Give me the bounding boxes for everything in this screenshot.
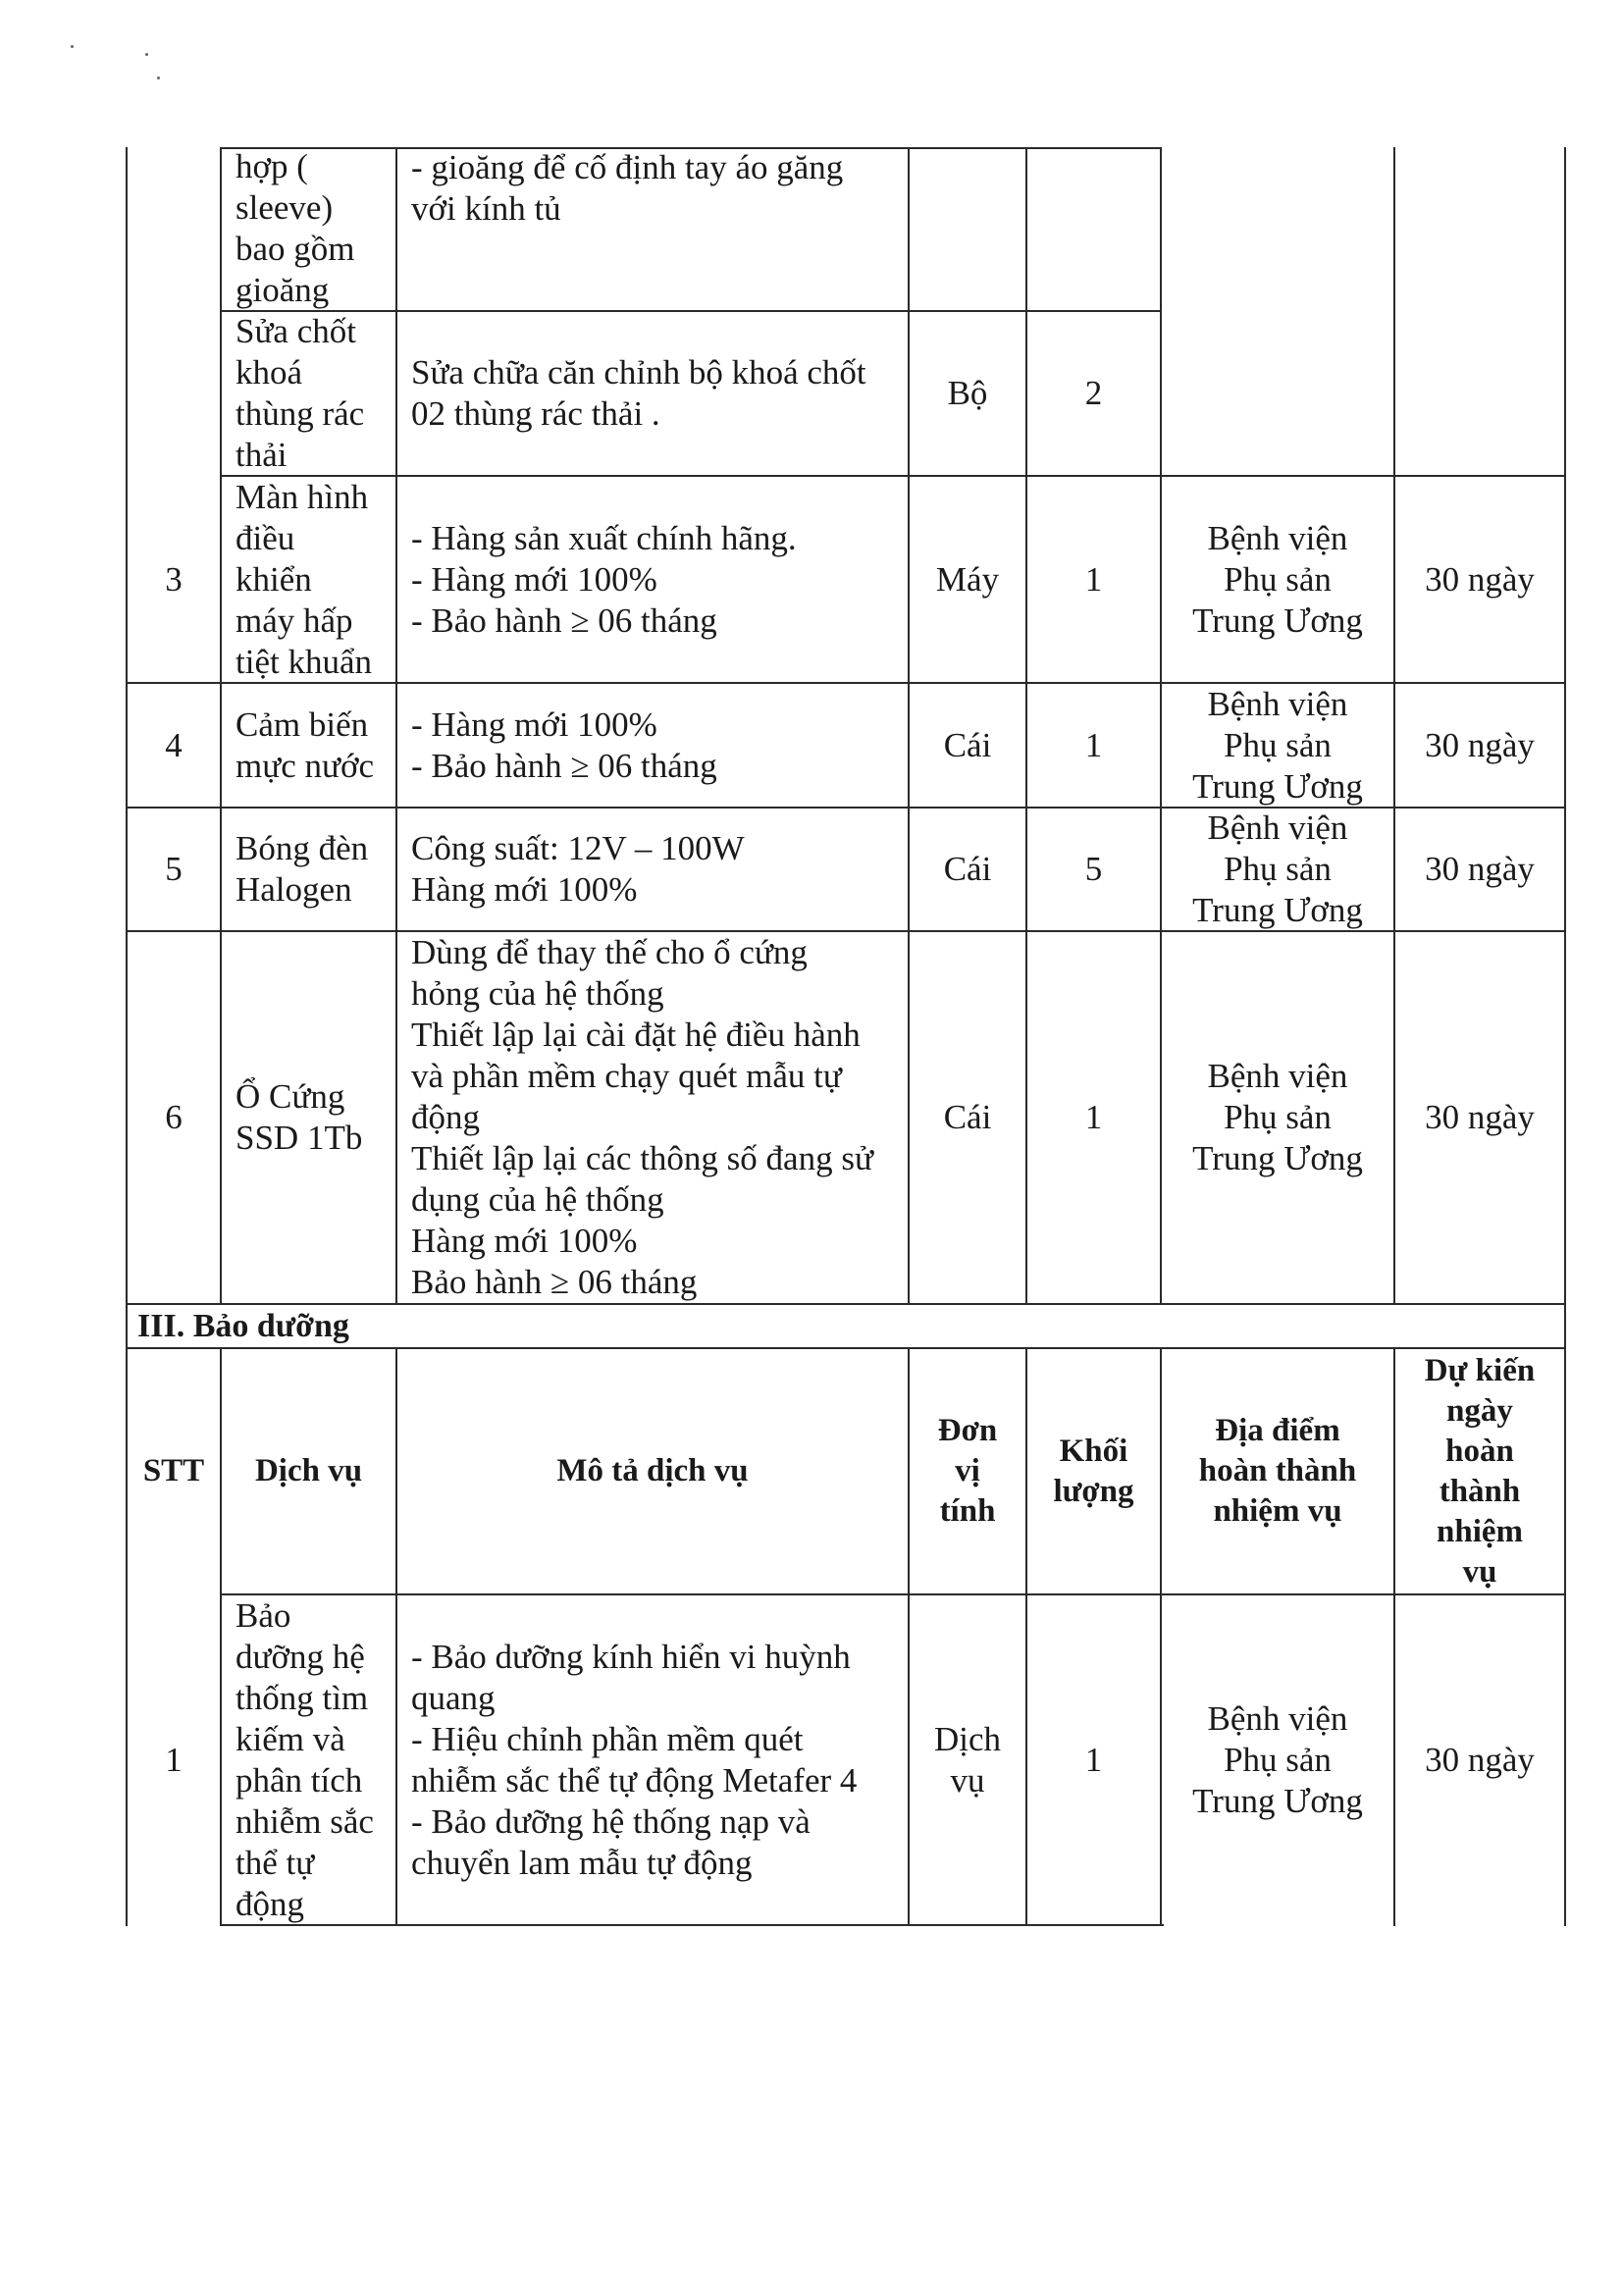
text-line: khiển <box>236 559 312 599</box>
cell-unit <box>910 1595 1025 1924</box>
cell-quantity <box>1027 809 1160 930</box>
cell-unit <box>910 932 1025 1303</box>
text-line: Phụ sản <box>1224 850 1332 888</box>
text-line: vụ <box>1462 1553 1497 1590</box>
text-line: Trung Ương <box>1192 891 1363 929</box>
scan-speck <box>157 77 160 79</box>
table-border <box>220 1924 1164 1926</box>
unit-text: Cái <box>943 1098 992 1136</box>
cell-service <box>222 809 395 930</box>
text-line: - Hiệu chỉnh phần mềm quét <box>411 1719 804 1758</box>
cell-location <box>1162 932 1393 1303</box>
text-line: Phụ sản <box>1224 725 1332 764</box>
header-quantity <box>1027 1349 1160 1593</box>
text-line: Bảo hành ≥ 06 tháng <box>411 1263 698 1301</box>
cell-description <box>397 932 908 1303</box>
text-line: Đơn <box>937 1413 998 1448</box>
text-line: Bóng đèn <box>236 829 369 867</box>
text-line: Trung Ương <box>1192 1139 1363 1177</box>
quantity-text: 1 <box>1084 1740 1103 1779</box>
days-text: 30 ngày <box>1425 559 1535 599</box>
cell-quantity <box>1027 684 1160 807</box>
cell-location <box>1162 477 1393 682</box>
text-line: gioăng <box>236 271 330 309</box>
qty-text: 1 <box>1084 725 1103 764</box>
text-line: tính <box>939 1493 996 1529</box>
cell-unit <box>910 809 1025 930</box>
text-line: nhiễm sắc thể tự động Metafer 4 <box>411 1760 858 1800</box>
text-line: Dự kiến <box>1424 1352 1536 1388</box>
text-line: Bệnh viện <box>1207 809 1348 847</box>
cell-unit <box>910 684 1025 807</box>
qty-text: 5 <box>1084 850 1103 888</box>
text-line: thành <box>1439 1473 1521 1509</box>
text-line: Thiết lập lại các thông số đang sử <box>411 1139 873 1177</box>
cell-expected-days <box>1395 809 1564 930</box>
text-line: Sửa chốt <box>236 312 356 350</box>
text-line: kiếm và <box>236 1719 345 1758</box>
cell-service <box>222 684 395 807</box>
cell-stt <box>128 932 220 1303</box>
header-stt <box>128 1349 220 1593</box>
cell-expected-days <box>1395 932 1564 1303</box>
text-line: - Hàng mới 100% <box>411 559 657 599</box>
cell-location <box>1162 1595 1393 1924</box>
text-line: hỏng của hệ thống <box>411 974 664 1013</box>
text-line: hoàn <box>1445 1433 1514 1469</box>
header-description <box>397 1349 908 1593</box>
cell-expected-days <box>1395 1595 1564 1924</box>
cell-quantity <box>1027 477 1160 682</box>
header-unit <box>910 1349 1025 1593</box>
header-location <box>1162 1349 1393 1593</box>
text-line: với kính tủ <box>411 189 561 228</box>
days-text: 30 ngày <box>1425 725 1535 764</box>
text-line: khoá <box>236 353 303 391</box>
cell-quantity <box>1027 932 1160 1303</box>
cell-description <box>397 147 908 310</box>
scan-speck <box>71 45 74 48</box>
cell-expected-days <box>1395 684 1564 807</box>
cell-location <box>1162 809 1393 930</box>
table-border <box>1564 1303 1566 1926</box>
cell-location <box>1162 684 1393 807</box>
text-line: điều <box>236 518 295 557</box>
text-line: hoàn thành <box>1198 1453 1357 1488</box>
text-line: STT <box>142 1453 205 1488</box>
text-line: chuyển lam mẫu tự động <box>411 1843 753 1882</box>
header-expected-days <box>1395 1349 1564 1593</box>
text-line: - Bảo hành ≥ 06 tháng <box>411 746 717 785</box>
text-line: SSD 1Tb <box>236 1119 363 1157</box>
text-line: Ổ Cứng <box>236 1077 345 1116</box>
qty-text: 1 <box>1084 1098 1103 1136</box>
cell-description <box>397 809 908 930</box>
unit-text: Cái <box>943 725 992 764</box>
cell-service <box>222 1595 395 1924</box>
text-line: Địa điểm <box>1215 1413 1340 1448</box>
cell-description <box>397 312 908 475</box>
text-line: thải <box>236 436 288 474</box>
scan-speck <box>145 53 148 56</box>
text-line: Halogen <box>236 870 352 909</box>
stt-text: 6 <box>165 1098 183 1136</box>
stt-text: 4 <box>165 725 183 764</box>
text-line: - Bảo hành ≥ 06 tháng <box>411 600 717 640</box>
text-line: bao gồm <box>236 230 355 268</box>
cell-service <box>222 147 395 310</box>
text-line: Mô tả dịch vụ <box>556 1453 749 1488</box>
text-line: Thiết lập lại cài đặt hệ điều hành <box>411 1016 861 1054</box>
text-line: Phụ sản <box>1224 1098 1332 1136</box>
text-line: động <box>236 1884 304 1923</box>
text-line: nhiệm vụ <box>1213 1493 1342 1529</box>
text-line: nhiệm <box>1436 1513 1523 1549</box>
quantity-text: 2 <box>1084 374 1103 412</box>
cell-stt <box>128 684 220 807</box>
text-line: vụ <box>950 1760 985 1800</box>
cell-unit <box>910 477 1025 682</box>
table-border <box>1564 147 1566 1305</box>
cell-stt <box>128 809 220 930</box>
text-line: thùng rác <box>236 394 365 433</box>
text-line: phân tích <box>236 1760 363 1800</box>
text-line: Bệnh viện <box>1207 684 1348 723</box>
text-line: Phụ sản <box>1224 1740 1332 1779</box>
text-line: Khối <box>1059 1433 1128 1469</box>
text-line: - gioăng để cố định tay áo găng <box>411 148 844 186</box>
text-line: vị <box>955 1453 980 1488</box>
text-line: Sửa chữa căn chỉnh bộ khoá chốt <box>411 353 866 391</box>
unit-text: Cái <box>943 850 992 888</box>
text-line: thể tự <box>236 1843 315 1882</box>
text-line: Trung Ương <box>1192 766 1363 806</box>
unit-text: Bộ <box>947 374 988 412</box>
text-line: Bệnh viện <box>1207 518 1348 557</box>
qty-text: 1 <box>1084 559 1103 599</box>
text-line: Trung Ương <box>1192 1781 1363 1820</box>
cell-description <box>397 684 908 807</box>
text-line: lượng <box>1053 1473 1134 1509</box>
text-line: động <box>411 1098 480 1136</box>
stt-text: 3 <box>165 559 183 599</box>
text-line: - Hàng sản xuất chính hãng. <box>411 518 797 557</box>
cell-service <box>222 477 395 682</box>
text-line: Màn hình <box>236 477 369 516</box>
text-line: Hàng mới 100% <box>411 870 638 909</box>
cell-service <box>222 312 395 475</box>
cell-expected-days <box>1395 477 1564 682</box>
text-line: Dịch vụ <box>254 1453 363 1488</box>
cell-stt <box>128 1595 220 1924</box>
cell-description <box>397 477 908 682</box>
stt-text: 1 <box>165 1740 183 1779</box>
text-line: - Bảo dưỡng hệ thống nạp và <box>411 1801 811 1841</box>
text-line: quang <box>411 1678 496 1717</box>
text-line: 02 thùng rác thải . <box>411 394 660 433</box>
text-line: và phần mềm chạy quét mẫu tự <box>411 1057 842 1095</box>
header-service <box>222 1349 395 1593</box>
cell-stt <box>128 477 220 682</box>
text-line: dưỡng hệ <box>236 1637 365 1676</box>
text-line: - Hàng mới 100% <box>411 704 657 744</box>
text-line: Dùng để thay thế cho ổ cứng <box>411 933 808 971</box>
text-line: - Bảo dưỡng kính hiển vi huỳnh <box>411 1637 851 1676</box>
days-text: 30 ngày <box>1425 850 1535 888</box>
text-line: máy hấp <box>236 600 353 640</box>
text-line: Trung Ương <box>1192 600 1363 640</box>
text-line: Bệnh viện <box>1207 1698 1348 1738</box>
text-line: Cảm biến <box>236 704 369 744</box>
days-text: 30 ngày <box>1425 1740 1535 1779</box>
text-line: Bảo <box>236 1595 291 1635</box>
text-line: ngày <box>1446 1392 1513 1429</box>
text-line: sleeve) <box>236 188 334 227</box>
days-text: 30 ngày <box>1425 1098 1535 1136</box>
text-line: nhiễm sắc <box>236 1801 374 1841</box>
text-line: thống tìm <box>236 1678 369 1717</box>
text-line: Hàng mới 100% <box>411 1222 638 1260</box>
text-line: Bệnh viện <box>1207 1057 1348 1095</box>
cell-service <box>222 932 395 1303</box>
text-line: Công suất: 12V – 100W <box>411 829 745 867</box>
text-line: dụng của hệ thống <box>411 1180 664 1219</box>
text-line: Dịch <box>933 1719 1002 1758</box>
text-line: Phụ sản <box>1224 559 1332 599</box>
cell-quantity <box>1027 1595 1160 1924</box>
text-line: hợp ( <box>236 147 308 185</box>
text-line: mực nước <box>236 746 374 785</box>
cell-unit <box>910 312 1025 475</box>
unit-text: Máy <box>935 559 1000 599</box>
cell-description <box>397 1595 908 1924</box>
section-title: III. Bảo dưỡng <box>137 1308 349 1344</box>
cell-quantity <box>1027 312 1160 475</box>
text-line: tiệt khuẩn <box>236 642 372 681</box>
stt-text: 5 <box>165 850 183 888</box>
